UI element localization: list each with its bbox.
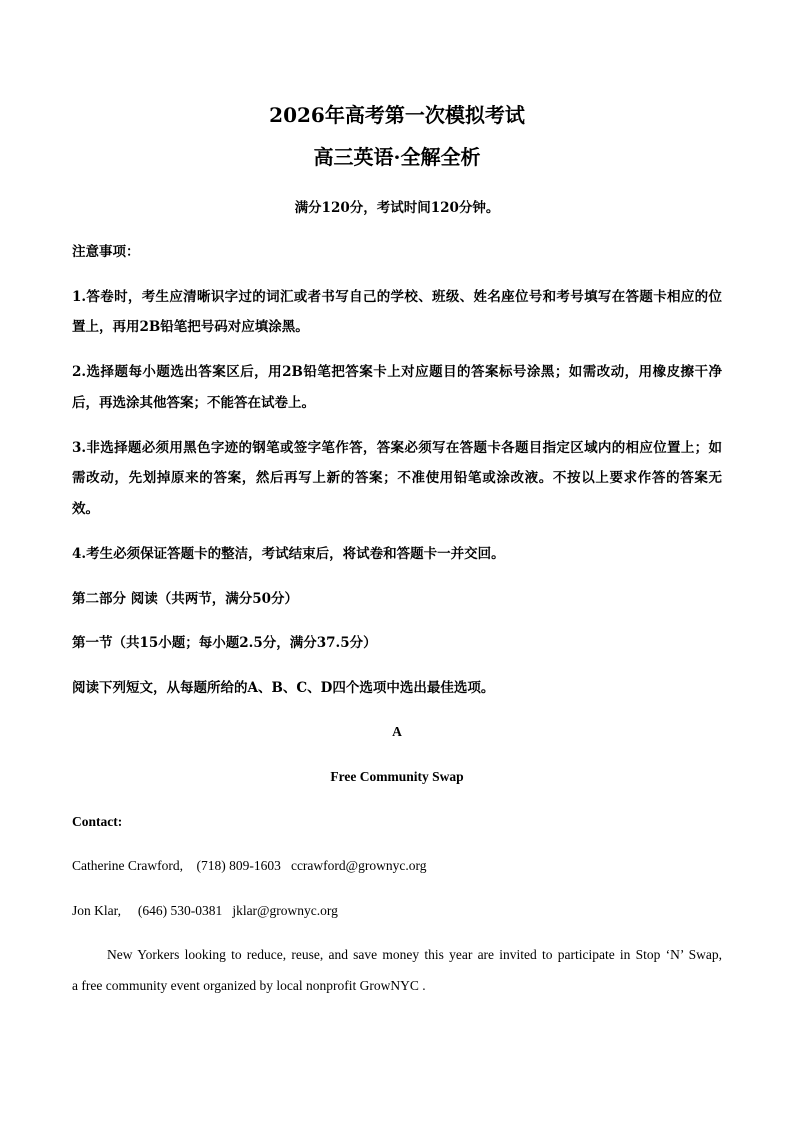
- note-item-2-line-1: 2.选择题每小题选出答案区后，用2B铅笔把答案卡上对应题目的答案标号涂黑；如需改动，用橡皮擦干净: [72, 364, 722, 380]
- paragraph-1-line-2: a free community event organized by local nonprofit GrowNYC .: [72, 978, 426, 993]
- note-item-4: 4.考生必须保证答题卡的整洁，考试结束后，将试卷和答题卡一并交回。: [72, 546, 505, 562]
- score-info: 满分120分，考试时间120分钟。: [294, 200, 500, 216]
- note-item-2-line-2: 后，再选涂其他答案；不能答在试卷上。: [72, 395, 315, 411]
- contact-label: Contact:: [72, 814, 123, 829]
- section-instruction: 阅读下列短文，从每题所给的A、B、C、D四个选项中选出最佳选项。: [72, 680, 495, 696]
- note-item-1-line-1: 1.答卷时，考生应清晰识字过的词汇或者书写自己的学校、班级、姓名座位号和考号填写在答题卡相应的位: [72, 289, 722, 305]
- contact-line-1: Catherine Crawford, (718) 809-1603 ccrawford@grownyc.org: [72, 858, 427, 873]
- section-part-heading: 第二部分 阅读（共两节，满分50分）: [72, 591, 298, 607]
- passage-title: Free Community Swap: [330, 769, 464, 784]
- note-item-3-line-1: 3.非选择题必须用黑色字迹的钢笔或签字笔作答，答案必须写在答题卡各题目指定区域内的相应位置上；如: [72, 440, 722, 456]
- note-item-1-line-2: 置上，再用2B铅笔把号码对应填涂黑。: [72, 319, 309, 335]
- section-subsection-heading: 第一节（共15小题；每小题2.5分，满分37.5分）: [72, 635, 377, 651]
- paragraph-1-line-1: New Yorkers looking to reduce, reuse, and save money this year are invited to participate in Stop ‘N’ Swap,: [107, 947, 722, 962]
- note-item-3-line-2: 需改动，先划掉原来的答案，然后再写上新的答案；不准使用铅笔或涂改液。不按以上要求作答的答案无: [72, 470, 722, 486]
- contact-line-2: Jon Klar, (646) 530-0381 jklar@grownyc.org: [72, 903, 338, 918]
- exam-subtitle: 高三英语·全解全析: [313, 145, 481, 169]
- note-item-3-line-3: 效。: [72, 501, 99, 517]
- notes-heading: 注意事项：: [72, 244, 140, 260]
- exam-title: 2026年高考第一次模拟考试: [269, 103, 525, 127]
- passage-letter: A: [392, 724, 402, 739]
